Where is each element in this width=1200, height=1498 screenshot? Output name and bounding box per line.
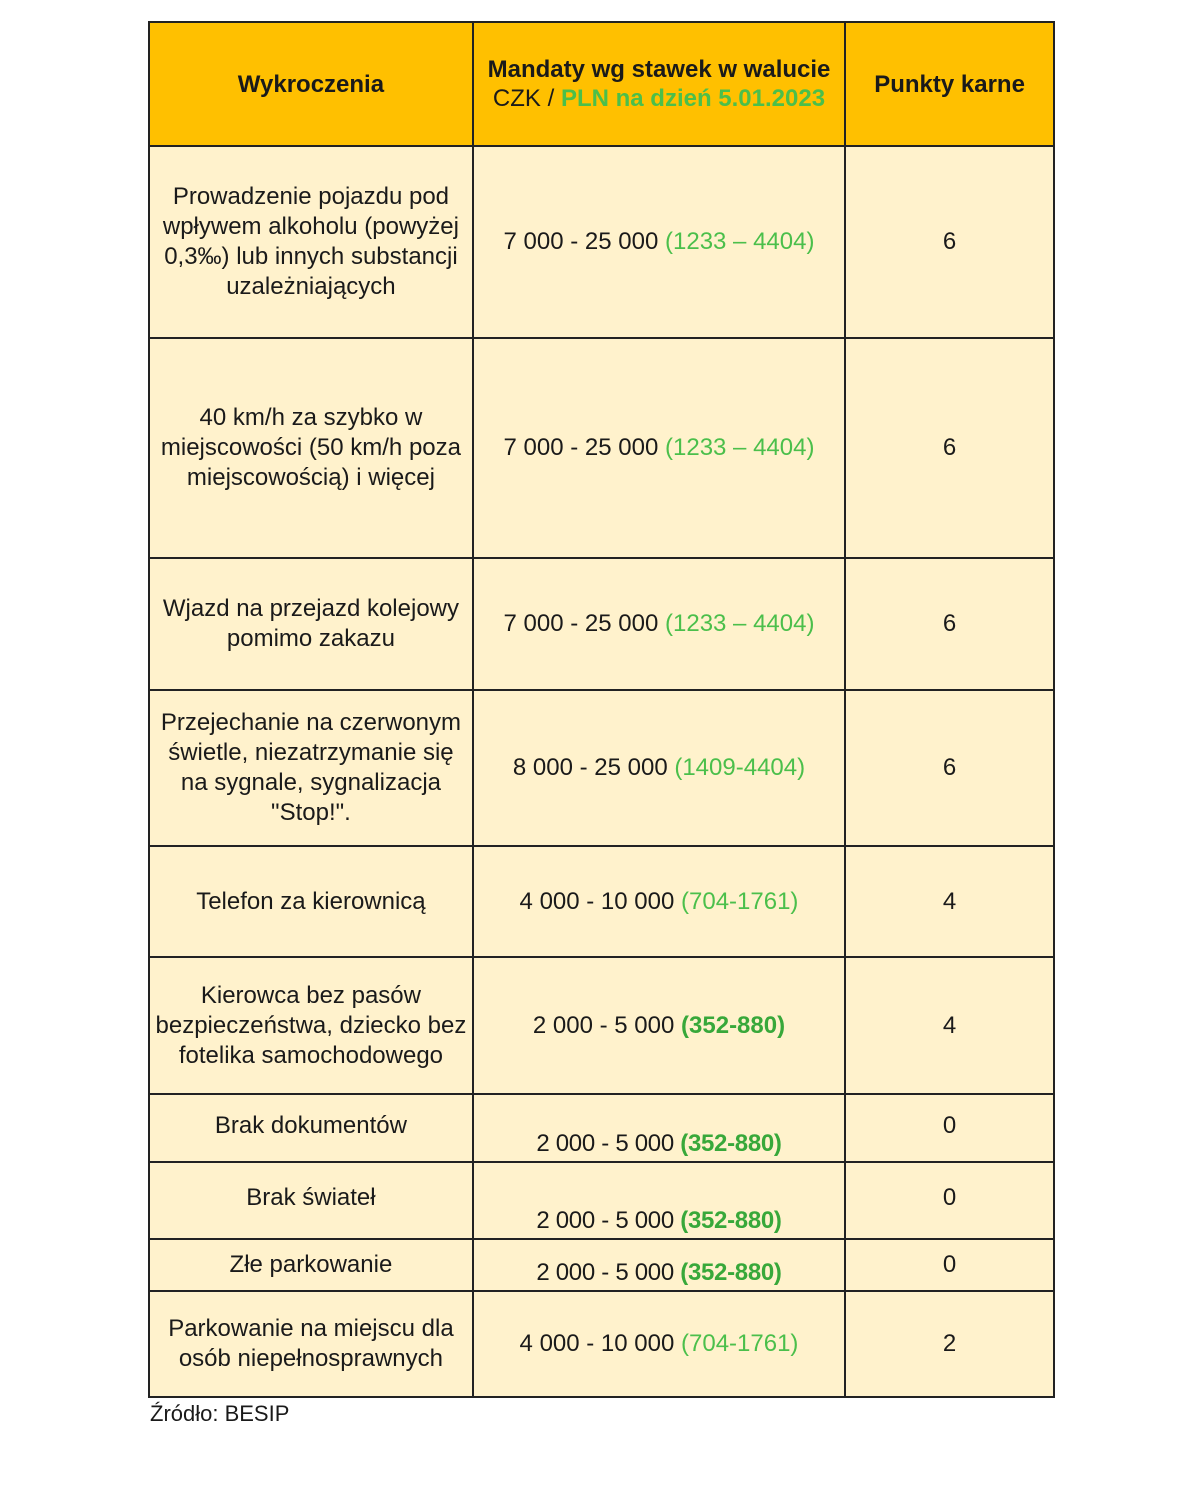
fine-pln: (352-880): [681, 1011, 786, 1039]
points-cell: 4: [845, 846, 1054, 957]
fine-cell: [473, 338, 845, 558]
points-cell: 2: [845, 1291, 1054, 1397]
fine-pln: (352-880): [680, 1207, 782, 1234]
fine-czk: 4 000 - 10 000: [519, 887, 675, 915]
fine-pln: (1233 – 4404): [665, 228, 815, 255]
offense-cell: Prowadzenie pojazdu pod wpływem alkoholu (powyżej 0,3‰) lub innych substancji uzależniających: [149, 146, 473, 338]
offense-cell: Wjazd na przejazd kolejowy pomimo zakazu: [149, 558, 473, 690]
fine-czk: 7 000 - 25 000: [503, 610, 659, 637]
points-cell: 0: [845, 1239, 1054, 1291]
offense-cell: Telefon za kierownicą: [149, 846, 473, 957]
fine-czk: 2 000 - 5 000: [536, 1207, 674, 1234]
fine-czk: 2 000 - 5 000: [532, 1011, 675, 1039]
offense-cell: Brak dokumentów: [149, 1094, 473, 1162]
table-row: [149, 1162, 1054, 1239]
fine-czk: 7 000 - 25 000: [503, 228, 659, 255]
points-cell: 4: [845, 957, 1054, 1094]
header-fines-czk: CZK /: [492, 85, 561, 112]
table-row: [149, 1291, 1054, 1397]
offense-cell: Przejechanie na czerwonym świetle, niezatrzymanie się na sygnale, sygnalizacja "Stop!".: [149, 690, 473, 846]
table-row: [149, 1094, 1054, 1162]
source-note: Źródło: BESIP: [150, 1401, 290, 1426]
offense-cell: Parkowanie na miejscu dla osób niepełnosprawnych: [149, 1291, 473, 1397]
table-row: [149, 690, 1054, 846]
fine-czk: 4 000 - 10 000: [519, 1330, 675, 1357]
fine-pln: (704-1761): [681, 1330, 799, 1357]
fine-cell: [473, 1291, 845, 1397]
table-row: [149, 338, 1054, 558]
fine-cell: [473, 1162, 845, 1239]
fine-pln: (704-1761): [681, 887, 799, 915]
points-cell: 6: [845, 558, 1054, 690]
fine-pln: (1409-4404): [674, 754, 806, 781]
table-row: [149, 146, 1054, 338]
offense-cell: Złe parkowanie: [149, 1239, 473, 1291]
fine-cell: [473, 146, 845, 338]
offense-cell: 40 km/h za szybko w miejscowości (50 km/h poza miejscowością) i więcej: [149, 338, 473, 558]
fine-czk: 2 000 - 5 000: [536, 1259, 674, 1286]
fine-cell: [473, 957, 845, 1094]
offense-cell: Kierowca bez pasów bezpieczeństwa, dziecko bez fotelika samochodowego: [149, 957, 473, 1094]
header-points: Punkty karne: [845, 22, 1054, 146]
offense-cell: Brak świateł: [149, 1162, 473, 1239]
fine-cell: [473, 1239, 845, 1291]
points-cell: 6: [845, 338, 1054, 558]
points-cell: 6: [845, 146, 1054, 338]
fine-pln: (1233 – 4404): [665, 434, 815, 461]
header-fines: [473, 22, 845, 146]
header-fines-pln: PLN na dzień 5.01.2023: [560, 85, 826, 112]
table-row: [149, 846, 1054, 957]
fine-pln: (352-880): [680, 1130, 782, 1157]
fine-cell: [473, 558, 845, 690]
fine-pln: (352-880): [680, 1259, 782, 1286]
fine-cell: [473, 846, 845, 957]
points-cell: 6: [845, 690, 1054, 846]
table-row: [149, 957, 1054, 1094]
table-row: [149, 558, 1054, 690]
fine-cell: [473, 690, 845, 846]
fine-czk: 8 000 - 25 000: [512, 754, 668, 781]
header-fines-prefix: Mandaty wg stawek w walucie: [487, 56, 831, 83]
points-cell: 0: [845, 1094, 1054, 1162]
fine-cell: [473, 1094, 845, 1162]
fines-table: [148, 21, 1055, 1398]
fine-czk: 2 000 - 5 000: [536, 1130, 674, 1157]
fine-czk: 7 000 - 25 000: [503, 434, 659, 461]
header-offenses: Wykroczenia: [149, 22, 473, 146]
table-row: [149, 1239, 1054, 1291]
fine-pln: (1233 – 4404): [665, 610, 815, 637]
points-cell: 0: [845, 1162, 1054, 1239]
table-header-row: [149, 22, 1054, 146]
